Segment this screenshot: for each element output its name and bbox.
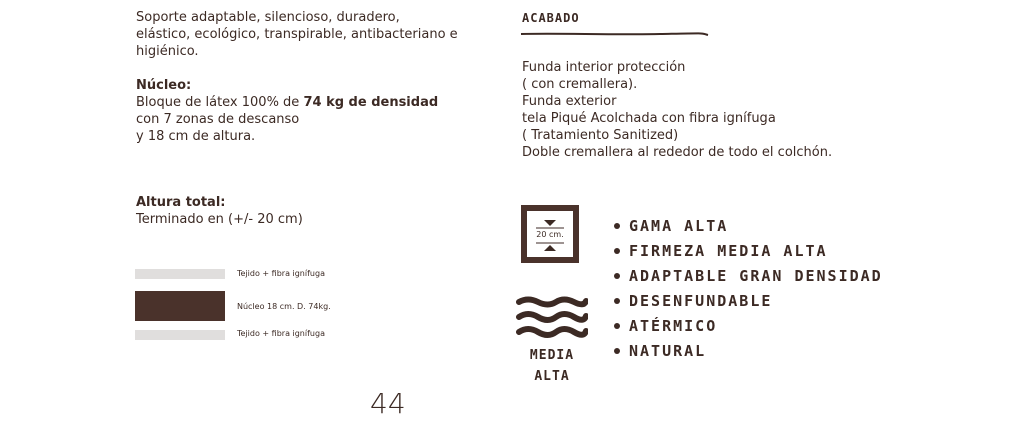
height-icon: [521, 205, 579, 263]
feature-item: [614, 338, 883, 363]
firmness-label-line-2: ALTA: [534, 369, 570, 384]
intro-line: higiénico.: [136, 44, 199, 59]
acabado-line: Funda interior protección: [522, 60, 686, 75]
bullet-icon: [614, 248, 620, 254]
acabado-underline: [520, 31, 710, 37]
feature-item: [614, 288, 883, 313]
acabado-line: Funda exterior: [522, 94, 617, 109]
feature-label: ATÉRMICO: [629, 316, 718, 335]
nucleo-line-1: [136, 94, 438, 111]
acabado-line: Doble cremallera al rededor de todo el colchón.: [522, 145, 833, 160]
nucleo-section: [136, 77, 438, 145]
acabado-line: ( con cremallera).: [522, 77, 638, 92]
intro-line: elástico, ecológico, transpirable, antibacteriano e: [136, 27, 458, 42]
altura-title: Altura total:: [136, 195, 226, 210]
nucleo-line-3: y 18 cm de altura.: [136, 129, 256, 144]
layer-label-top: Tejido + fibra ignífuga: [237, 269, 325, 278]
bullet-icon: [614, 348, 620, 354]
layer-label-core: Núcleo 18 cm. D. 74kg.: [237, 302, 331, 311]
bullet-icon: [614, 298, 620, 304]
altura-section: [136, 194, 303, 228]
firmness-label: [516, 345, 588, 387]
altura-text: Terminado en (+/- 20 cm): [136, 212, 303, 227]
firmness-label-line-1: MEDIA: [529, 348, 575, 363]
layer-label-bottom: Tejido + fibra ignífuga: [237, 329, 325, 338]
bullet-icon: [614, 323, 620, 329]
feature-item: [614, 313, 883, 338]
page-number: 44: [370, 387, 406, 420]
acabado-line: ( Tratamiento Sanitized): [522, 128, 679, 143]
feature-item: [614, 263, 883, 288]
layer-bar-top: [135, 269, 225, 279]
acabado-line: tela Piqué Acolchada con fibra ignífuga: [522, 111, 776, 126]
features-list: [614, 213, 883, 363]
nucleo-density: 74 kg de densidad: [303, 95, 439, 110]
nucleo-line-1-prefix: Bloque de látex 100% de: [136, 95, 304, 110]
intro-line: Soporte adaptable, silencioso, duradero,: [136, 10, 400, 25]
intro-paragraph: [136, 9, 458, 60]
feature-label: DESENFUNDABLE: [629, 291, 773, 310]
feature-label: GAMA ALTA: [629, 216, 729, 235]
layer-bar-bottom: [135, 330, 225, 340]
acabado-paragraph: [522, 59, 832, 161]
feature-item: [614, 238, 883, 263]
layer-bar-core: [135, 291, 225, 321]
firmness-waves-icon: [516, 296, 588, 340]
feature-label: ADAPTABLE GRAN DENSIDAD: [629, 266, 883, 285]
feature-label: NATURAL: [629, 341, 707, 360]
bullet-icon: [614, 273, 620, 279]
height-icon-label: 20 cm.: [536, 230, 564, 239]
nucleo-line-2: con 7 zonas de descanso: [136, 112, 300, 127]
nucleo-title: Núcleo:: [136, 78, 192, 93]
feature-item: [614, 213, 883, 238]
feature-label: FIRMEZA MEDIA ALTA: [629, 241, 828, 260]
acabado-title: ACABADO: [522, 11, 580, 25]
bullet-icon: [614, 223, 620, 229]
